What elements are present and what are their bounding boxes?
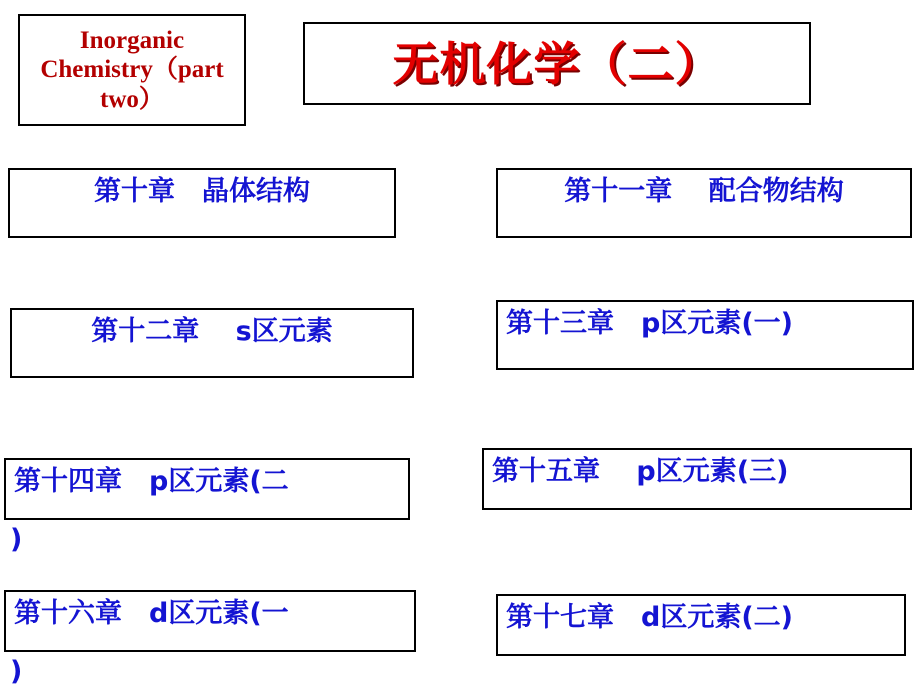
chinese-title-box (303, 22, 811, 105)
chapter-box-15[interactable] (482, 448, 912, 510)
chinese-title-text: 无机化学（二） (392, 36, 722, 91)
chapter-label-12: 第十二章 s区元素 (91, 316, 333, 347)
chapter-label-15: 第十五章 p区元素(三) (492, 456, 789, 487)
chapter-box-10[interactable] (8, 168, 396, 238)
chapter-label-16: 第十六章 d区元素(一 (14, 598, 289, 629)
chapter-box-13[interactable] (496, 300, 914, 370)
chapter-label-16-tail: ) (10, 656, 23, 687)
chapter-box-11[interactable] (496, 168, 912, 238)
chapter-label-17: 第十七章 d区元素(二) (506, 602, 794, 633)
chapter-box-14[interactable] (4, 458, 410, 520)
english-title-text: Inorganic Chemistry（part two） (40, 26, 224, 113)
chapter-box-16[interactable] (4, 590, 416, 652)
chapter-box-12[interactable] (10, 308, 414, 378)
chapter-label-13: 第十三章 p区元素(一) (506, 308, 794, 339)
chapter-box-17[interactable] (496, 594, 906, 656)
chapter-label-10: 第十章 晶体结构 (94, 176, 310, 207)
english-title-box (18, 14, 246, 126)
chapter-label-11: 第十一章 配合物结构 (564, 176, 844, 207)
chapter-label-14-tail: ) (10, 524, 23, 555)
chapter-label-14: 第十四章 p区元素(二 (14, 466, 289, 497)
